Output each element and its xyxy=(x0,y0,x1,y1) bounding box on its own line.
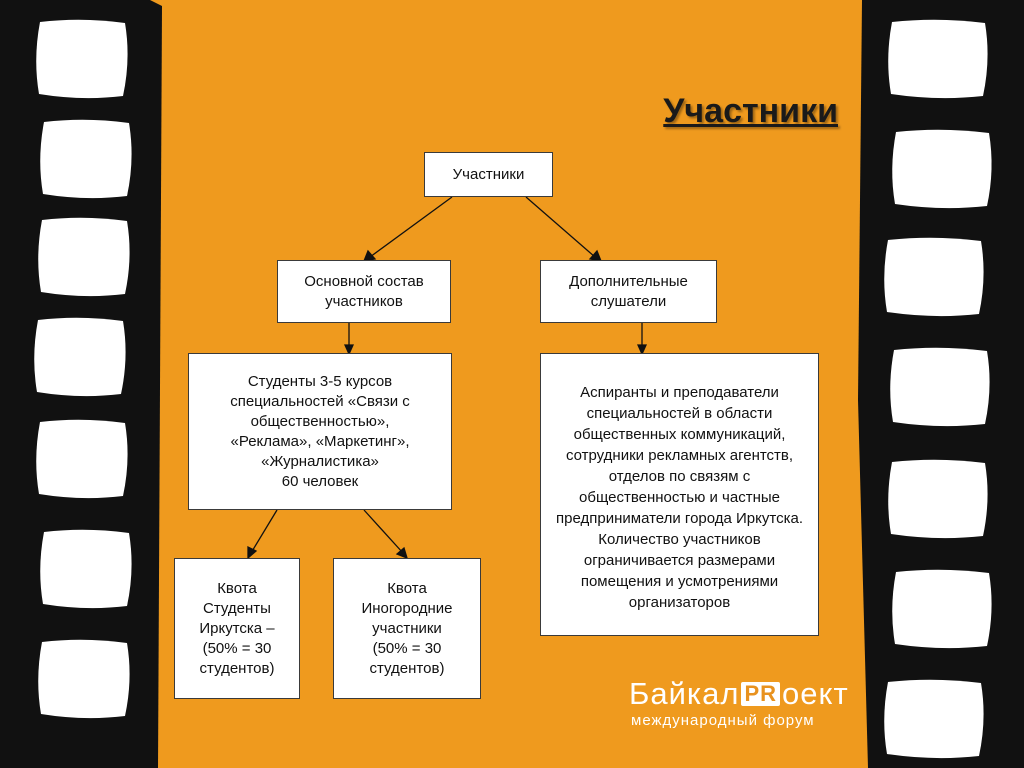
quota-nonresident-participants-box: Квота Иногородние участники (50% = 30 студентов) xyxy=(333,558,481,699)
film-frame xyxy=(890,348,989,426)
graduates-teachers-box: Аспиранты и преподаватели специальностей в области общественных коммуникаций, сотрудники рекламных агентств, отделов по связям с общественностью и частные предприниматели города Иркутска. Количество участников ограничивается размерами помещения и усмотрениями организаторов xyxy=(540,353,819,636)
film-frame xyxy=(36,420,127,498)
additional-listeners-box: Дополнительные слушатели xyxy=(540,260,717,323)
film-frame xyxy=(884,680,983,758)
participants-root-box: Участники xyxy=(424,152,553,197)
film-frame xyxy=(38,218,129,296)
film-frame xyxy=(34,318,125,396)
film-frame xyxy=(892,130,991,208)
logo-wordmark xyxy=(629,676,849,712)
film-frame xyxy=(40,120,131,198)
logo-subtitle: международный форум xyxy=(631,712,815,729)
film-frame xyxy=(888,460,987,538)
logo-name-part2: оект xyxy=(782,676,849,711)
main-participants-box: Основной состав участников xyxy=(277,260,451,323)
film-frame xyxy=(888,20,987,98)
students-box: Студенты 3-5 курсов специальностей «Связи с общественностью», «Реклама», «Маркетинг», «Журналистика» 60 человек xyxy=(188,353,452,510)
logo-pr-badge: PR xyxy=(741,682,780,706)
film-frame xyxy=(884,238,983,316)
quota-irkutsk-students-box: Квота Студенты Иркутска – (50% = 30 студентов) xyxy=(174,558,300,699)
film-frame xyxy=(892,570,991,648)
baikal-pr-project-logo xyxy=(629,676,859,732)
slide-title: Участники xyxy=(663,92,838,130)
film-frame xyxy=(40,530,131,608)
film-frame xyxy=(36,20,127,98)
logo-name-part1: Байкал xyxy=(629,676,740,711)
film-frame xyxy=(38,640,129,718)
